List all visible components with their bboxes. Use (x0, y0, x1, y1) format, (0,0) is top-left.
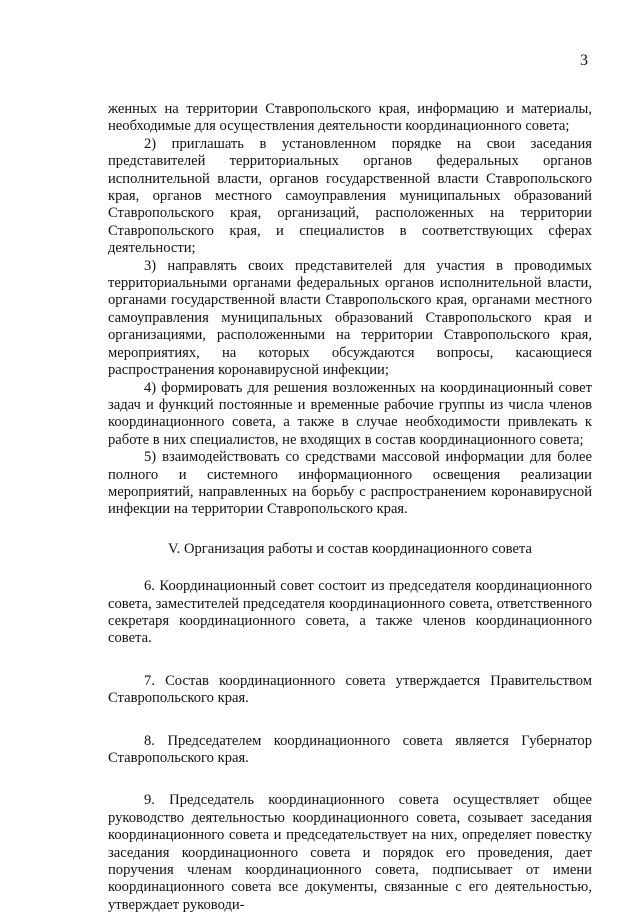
clause-6: 6. Координационный совет состоит из председателя координационного совета, заместителей председателя координационного совета, ответственного секретаря координационного совета, а также членов координационного совета. (108, 578, 592, 647)
document-body (108, 101, 592, 914)
clause-7: 7. Состав координационного совета утверждается Правительством Ставропольского края. (108, 672, 592, 707)
clause-9: 9. Председатель координационного совета осуществляет общее руководство деятельностью координационного совета, созывает заседания координационного совета и председательствует на них, определяет повестку заседания координационного совета и порядок его проведения, дает поручения членам координационного совета, подписывает от имени координационного совета все документы, связанные с его деятельностью, утверждает руководи- (108, 792, 592, 913)
page-number: 3 (580, 52, 588, 69)
list-item-4: 4) формировать для решения возложенных на координационный совет задач и функций постоянные и временные рабочие группы из числа членов координационного совета, а также в случае необходимости привлекать к работе в них специалистов, не входящих в состав координационного совета; (108, 379, 592, 448)
list-item-3: 3) направлять своих представителей для участия в проводимых территориальными органами федеральных органов исполнительной власти, органами государственной власти Ставропольского края, органами местного самоуправления муниципальных образований Ставропольского края и организациями, расположенными на территории Ставропольского края, мероприятиях, на которых обсуждаются вопросы, касающиеся распространения коронавирусной инфекции; (108, 257, 592, 379)
list-item-5: 5) взаимодействовать со средствами массовой информации для более полного и системного информационного освещения реализации мероприятий, направленных на борьбу с распространением коронавирусной инфекции на территории Ставропольского края. (108, 449, 592, 518)
section-heading: V. Организация работы и состав координационного совета (168, 540, 532, 557)
paragraph-continuation: женных на территории Ставропольского края, информацию и материалы, необходимые для осуществления деятельности координационного совета; (108, 101, 592, 135)
clause-8: 8. Председателем координационного совета является Губернатор Ставропольского края. (108, 732, 592, 766)
list-item-2: 2) приглашать в установленном порядке на свои заседания представителей территориальных органов федеральных органов исполнительной власти, органов государственной власти Ставропольского края, органов местного самоуправления муниципальных образований Ставропольского края, организаций, расположенных на территории Ставропольского края, и специалистов в соответствующих сферах деятельности; (108, 135, 592, 257)
